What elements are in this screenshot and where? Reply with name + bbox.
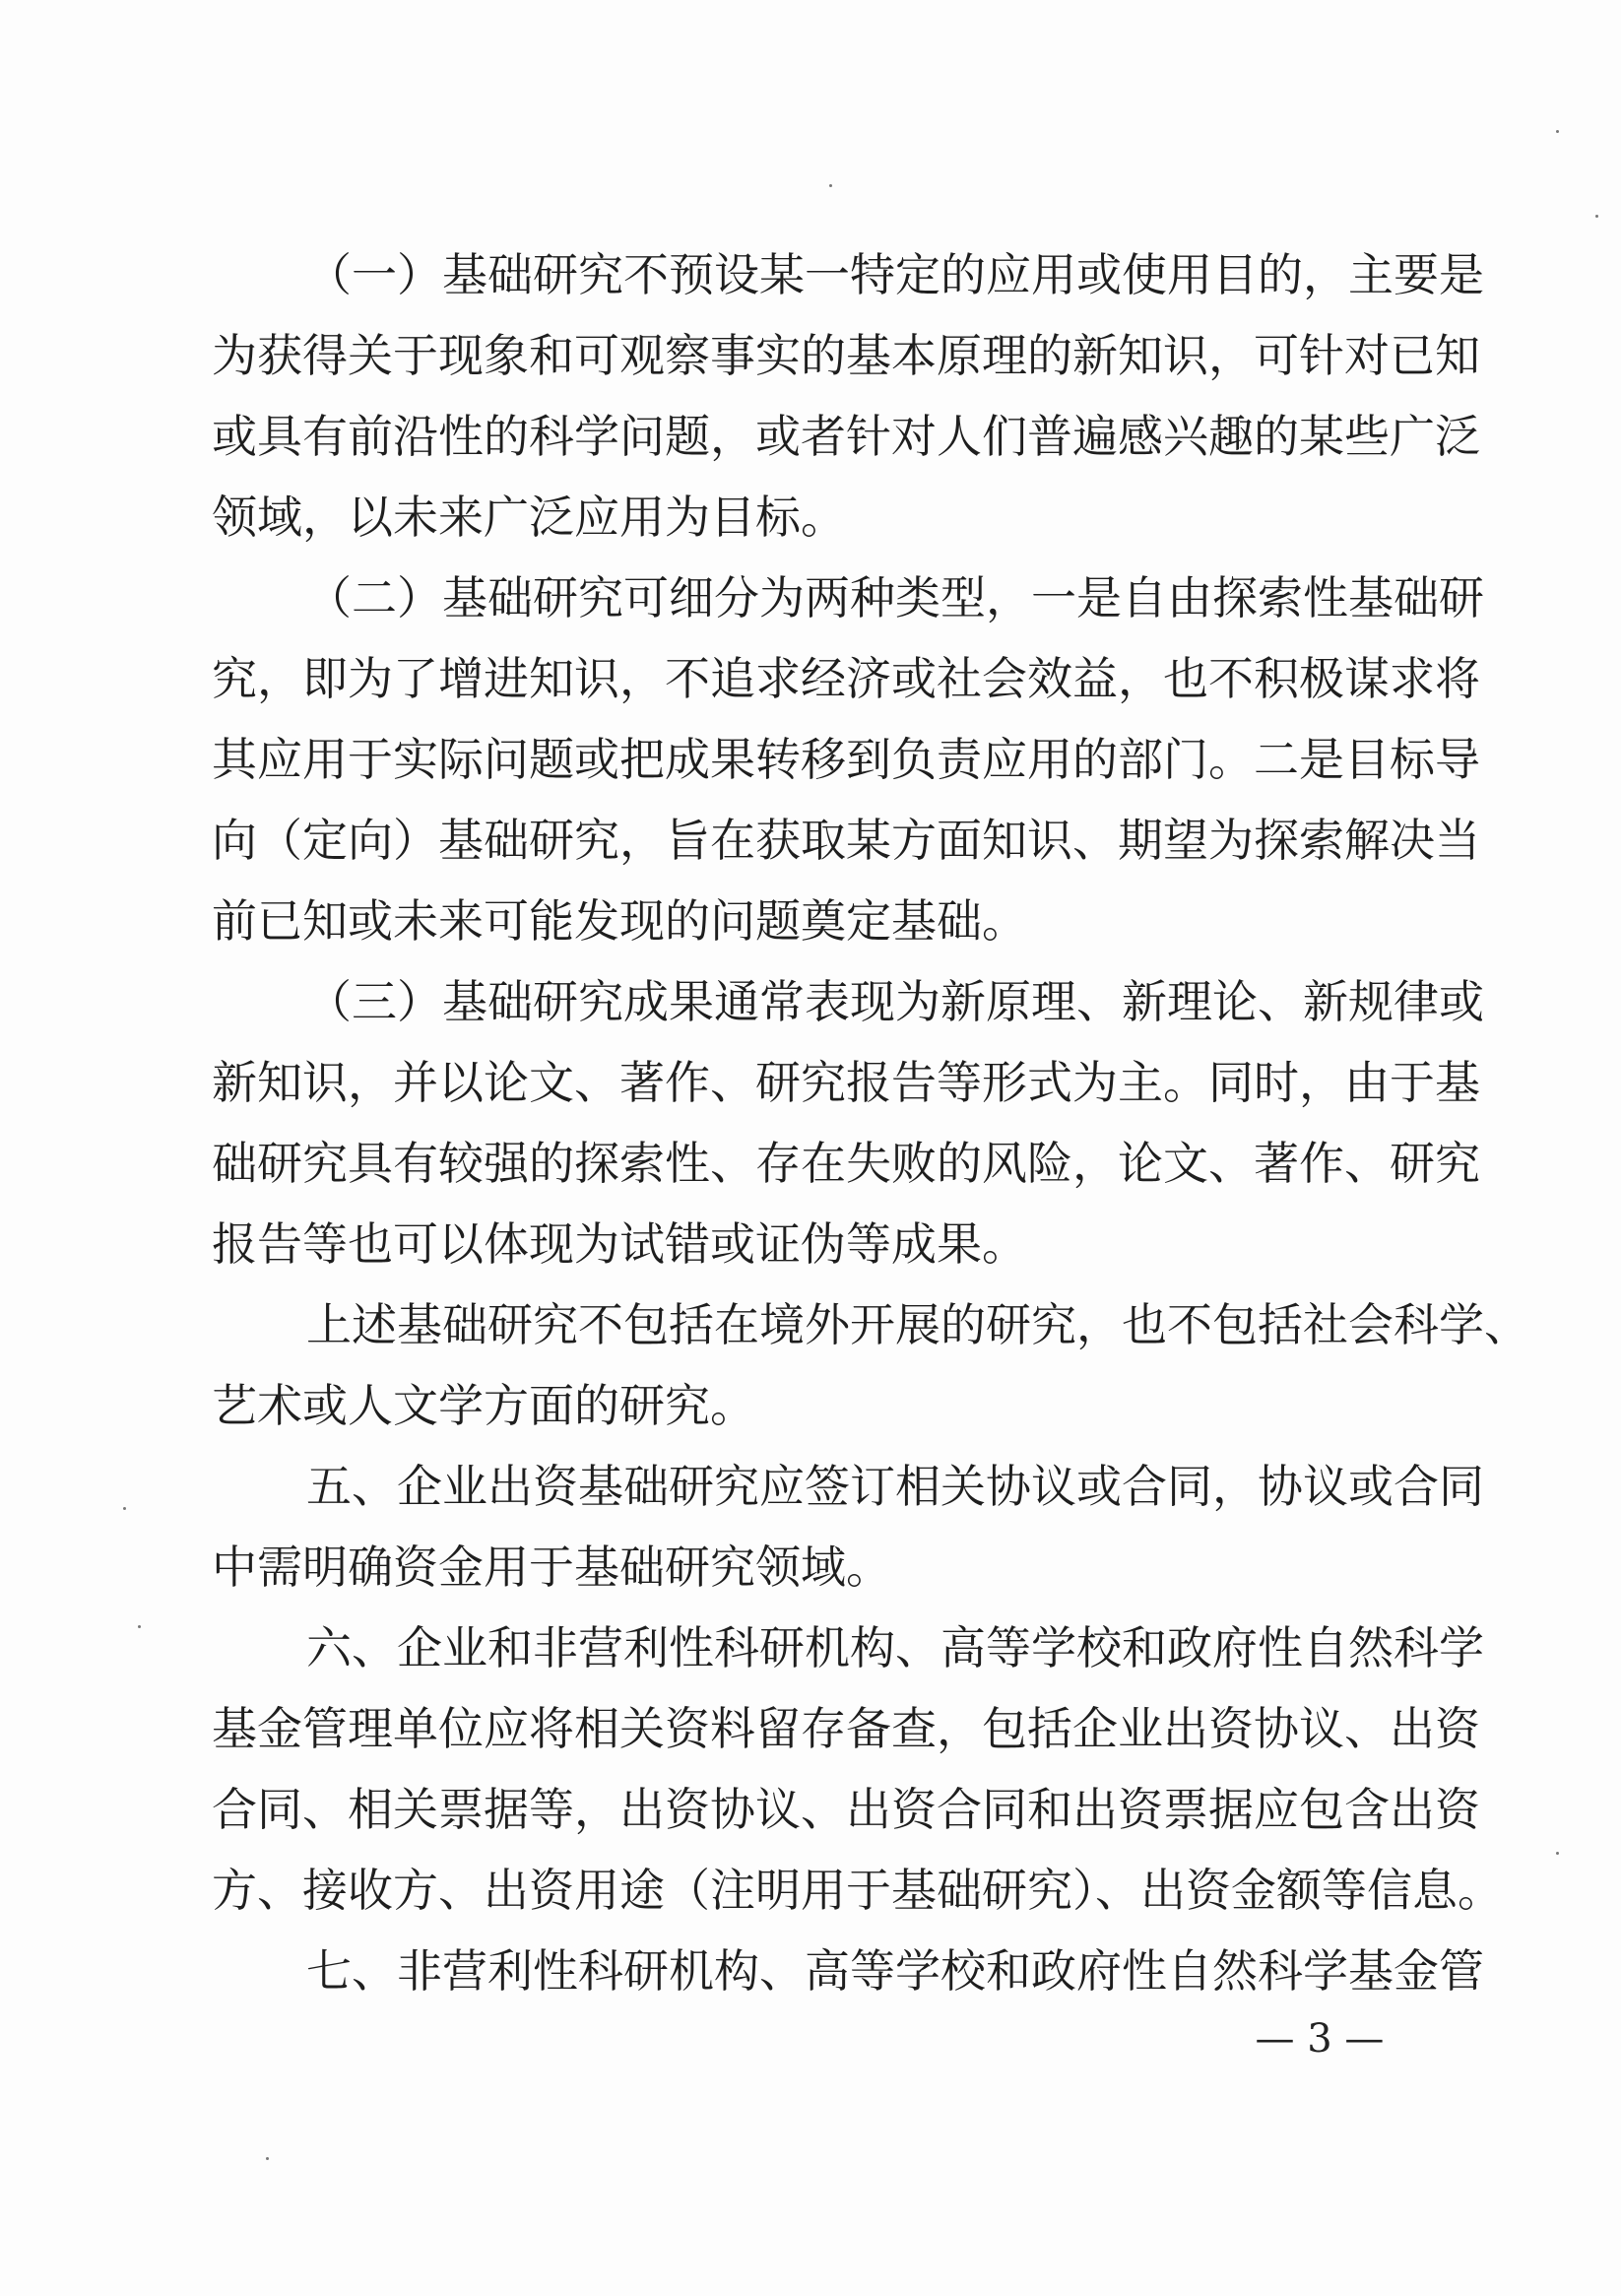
scan-speck	[1595, 215, 1598, 218]
text-line: 领域，以未来广泛应用为目标。	[212, 491, 846, 544]
text-line: 前已知或未来可能发现的问题奠定基础。	[212, 894, 1027, 948]
scan-speck	[1556, 1852, 1559, 1855]
text-line: （二）基础研究可细分为两种类型，一是自由探索性基础研	[306, 571, 1484, 624]
scan-speck	[1556, 130, 1559, 133]
text-line: 为获得关于现象和可观察事实的基本原理的新知识，可针对已知	[212, 329, 1480, 382]
scan-speck	[123, 1507, 126, 1510]
page-number: — 3 —	[1255, 2016, 1385, 2062]
text-line: 或具有前沿性的科学问题，或者针对人们普遍感兴趣的某些广泛	[212, 410, 1480, 463]
text-line: （一）基础研究不预设某一特定的应用或使用目的，主要是	[306, 248, 1484, 301]
text-line: 七、非营利性科研机构、高等学校和政府性自然科学基金管	[306, 1944, 1484, 1998]
text-line: 究，即为了增进知识，不追求经济或社会效益，也不积极谋求将	[212, 652, 1480, 705]
text-line: 合同、相关票据等，出资协议、出资合同和出资票据应包含出资	[212, 1783, 1480, 1836]
text-line: 中需明确资金用于基础研究领域。	[212, 1541, 891, 1594]
scan-speck	[829, 184, 832, 187]
text-line: 报告等也可以体现为试错或证伪等成果。	[212, 1217, 1027, 1271]
scan-speck	[266, 2157, 269, 2160]
text-line: 其应用于实际问题或把成果转移到负责应用的部门。二是目标导	[212, 733, 1480, 786]
text-line: 方、接收方、出资用途（注明用于基础研究）、出资金额等信息。	[212, 1864, 1503, 1917]
document-body	[212, 234, 1529, 2011]
text-line: 础研究具有较强的探索性、存在失败的风险，论文、著作、研究	[212, 1137, 1480, 1190]
text-line: 六、企业和非营利性科研机构、高等学校和政府性自然科学	[306, 1621, 1484, 1674]
text-line: 五、企业出资基础研究应签订相关协议或合同，协议或合同	[306, 1460, 1484, 1513]
text-line: 向（定向）基础研究，旨在获取某方面知识、期望为探索解决当	[212, 814, 1480, 867]
text-line: 新知识，并以论文、著作、研究报告等形式为主。同时，由于基	[212, 1056, 1480, 1109]
text-line: 基金管理单位应将相关资料留存备查，包括企业出资协议、出资	[212, 1702, 1480, 1755]
text-line: 艺术或人文学方面的研究。	[212, 1379, 755, 1432]
text-line: 上述基础研究不包括在境外开展的研究，也不包括社会科学、	[306, 1298, 1529, 1351]
text-line: （三）基础研究成果通常表现为新原理、新理论、新规律或	[306, 975, 1484, 1028]
scan-speck	[138, 1625, 141, 1628]
